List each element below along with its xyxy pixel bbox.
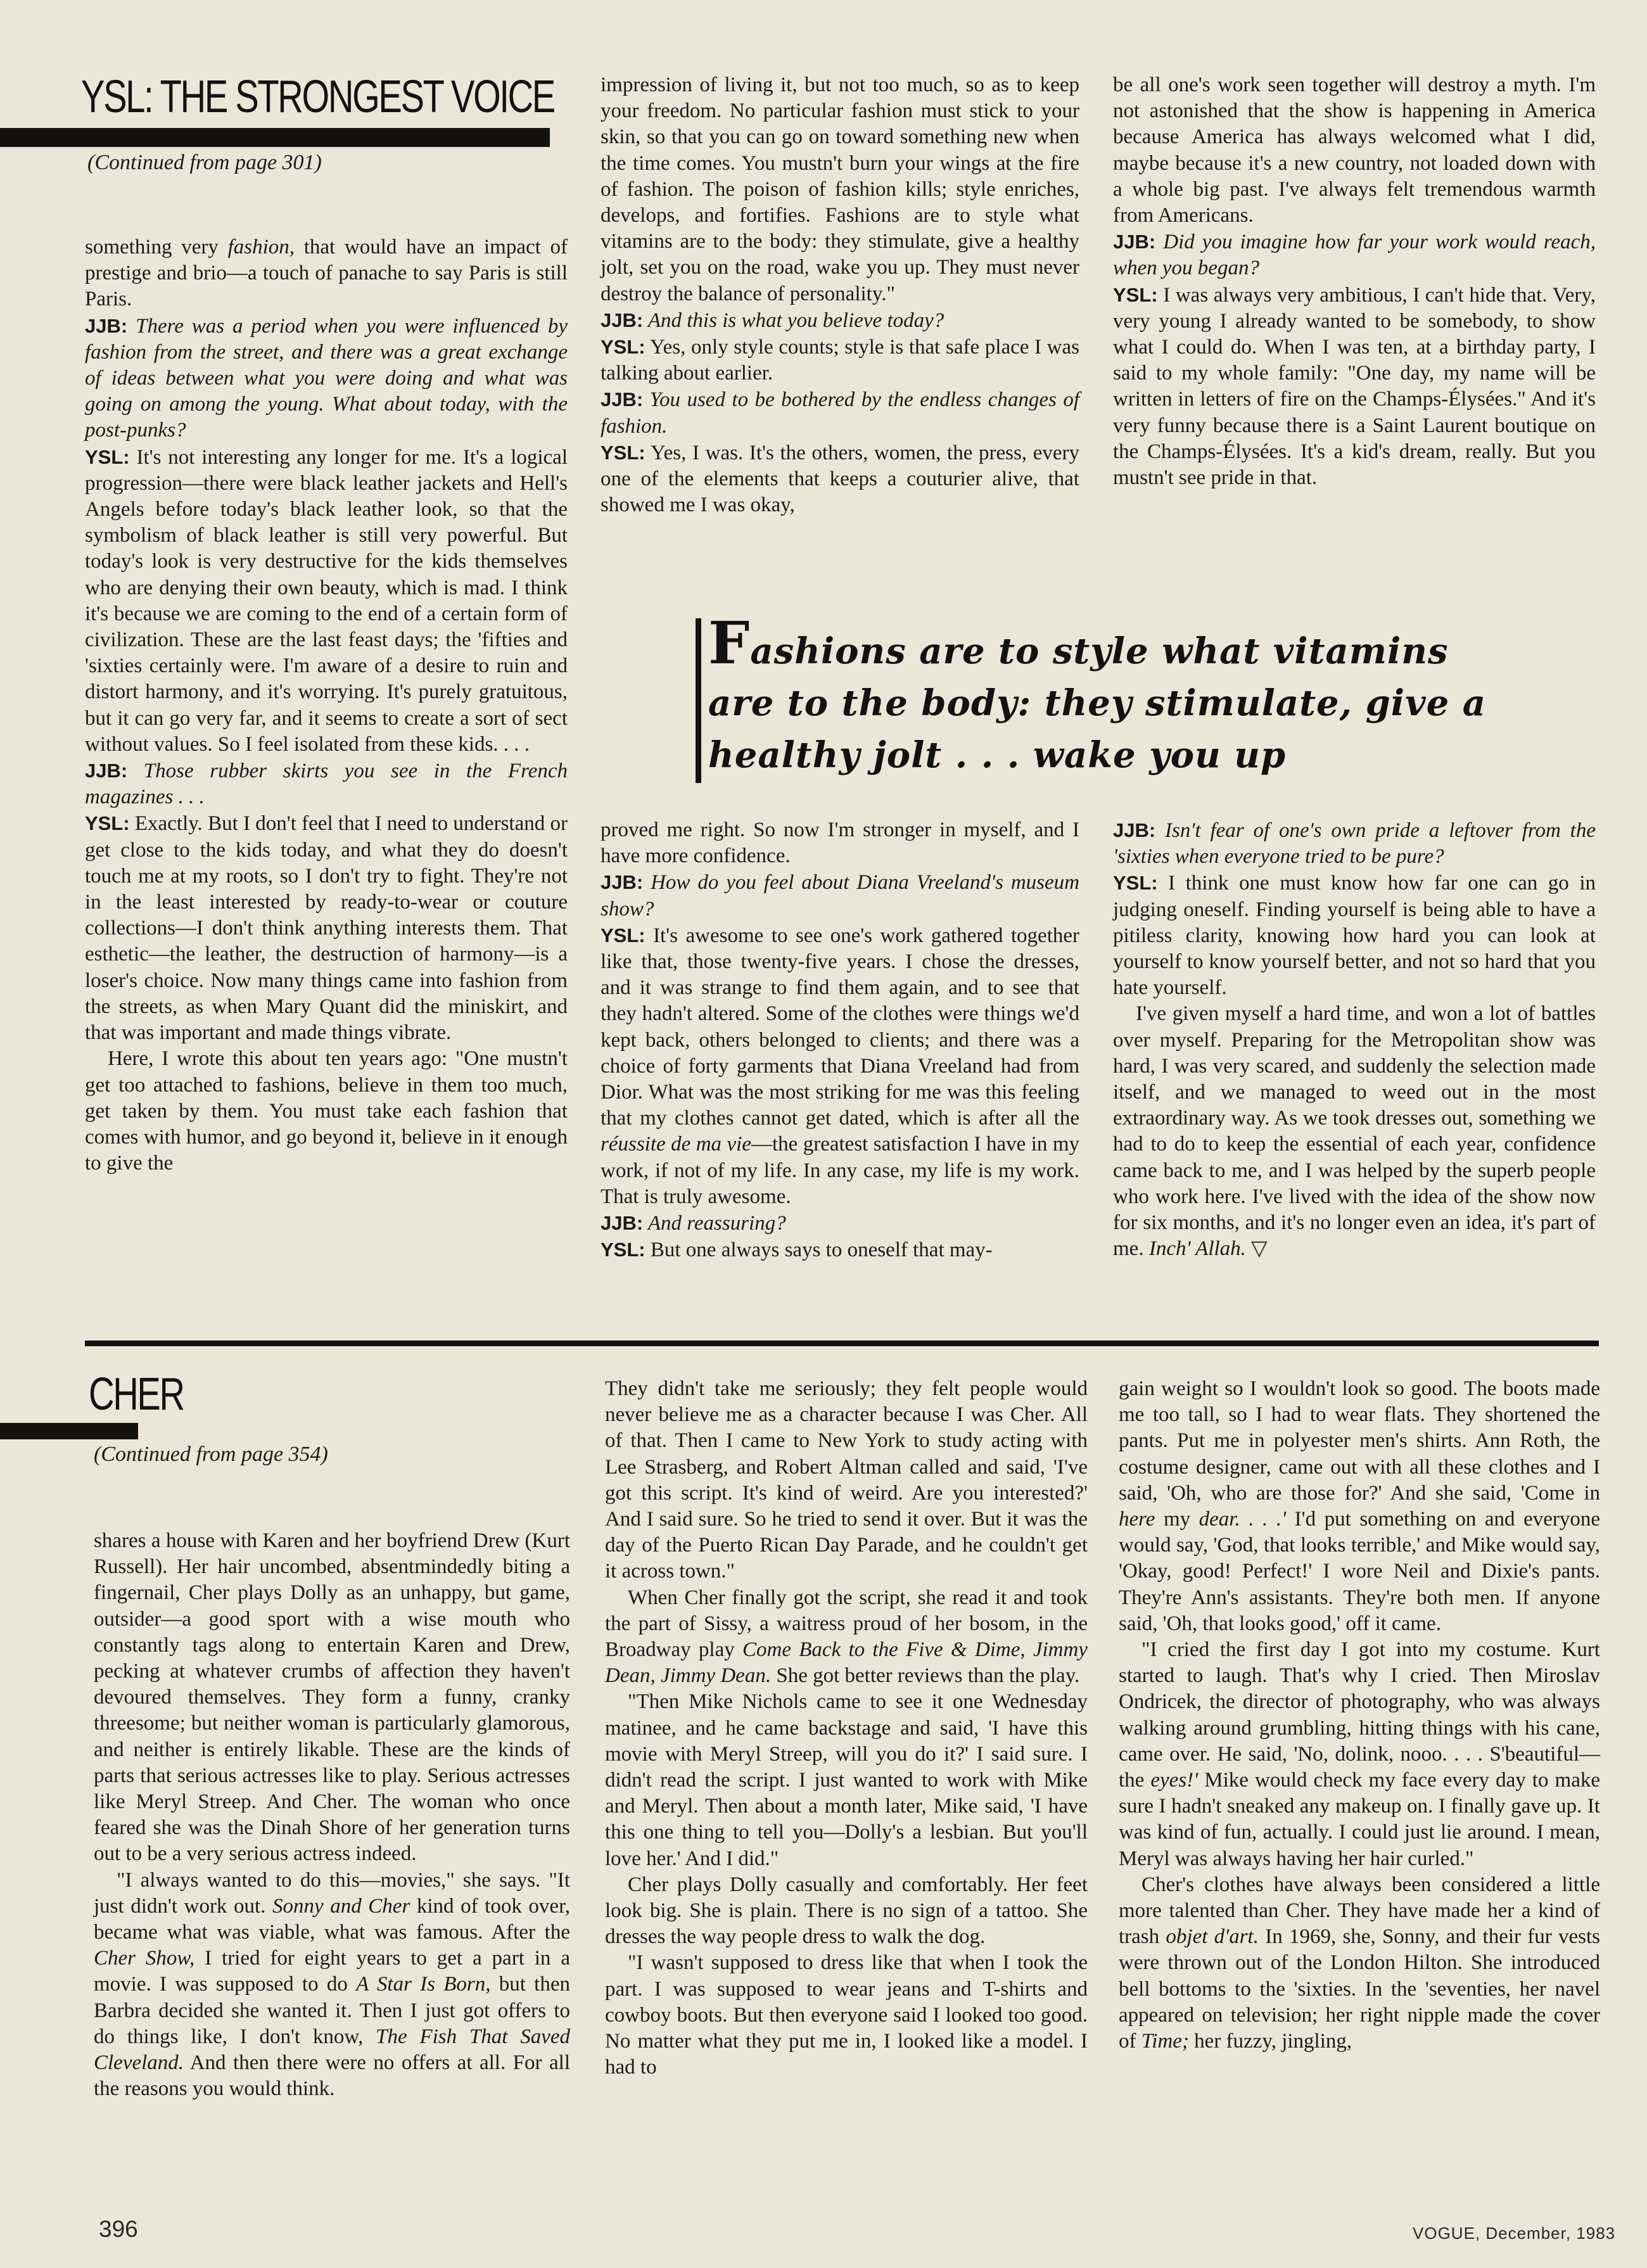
body-text: Yes, I was. It's the others, women, the press, every one of the elements that keeps a couturier alive, that showed me I was okay,: [601, 441, 1079, 517]
pullquote: [708, 609, 1525, 781]
pullquote-text: ashions are to style what vitamins are to the body: they stimulate, give a healthy jolt . . . wake you up: [708, 630, 1487, 776]
cher-headline: CHER: [89, 1369, 184, 1420]
interview-question: Isn't fear of one's own pride a leftover from the 'sixties when everyone tried to be pure?: [1113, 819, 1596, 869]
paragraph: [1113, 229, 1596, 281]
italic-text: The Fish That Saved Cleveland.: [94, 2025, 570, 2075]
body-text: Yes, only style counts; style is that safe place I was talking about earlier.: [601, 336, 1079, 385]
body-text: my: [1155, 1508, 1199, 1531]
paragraph: [601, 440, 1079, 519]
cher-headline-bar: [0, 1423, 138, 1439]
paragraph: [85, 758, 568, 810]
body-text: Mike would check my face every day to make sure I hadn't sneaked any makeup on. I finally gave up. It was kind of fun, actually. I could just lie around. I mean, Meryl was always having her hair curled.": [1119, 1769, 1600, 1870]
italic-text: réussite de ma vie: [601, 1133, 751, 1156]
paragraph: [605, 1376, 1088, 1585]
pullquote-initial: F: [708, 609, 751, 677]
ysl-headline: YSL: THE STRONGEST VOICE: [81, 72, 554, 122]
page-number: 396: [99, 2216, 138, 2242]
italic-text: Inch' Allah.: [1148, 1237, 1246, 1261]
interview-question: Did you imagine how far your work would reach, when you began?: [1113, 231, 1596, 280]
body-text: be all one's work seen together will destroy a myth. I'm not astonished that the show is happening in America because America has always welcomed what I did, maybe because it's a new country, not loaded down with a whole big past. I've always felt tremendous warmth from Americans.: [1113, 73, 1596, 227]
italic-text: here: [1119, 1508, 1155, 1531]
italic-text: Time;: [1141, 2030, 1189, 2053]
ysl-headline-bar: [0, 128, 550, 147]
speaker-label: YSL:: [85, 812, 130, 835]
body-text: that would have an impact of prestige and brio—a touch of panache to say Paris is still Paris.: [85, 236, 568, 311]
paragraph: [601, 72, 1079, 307]
speaker-label: YSL:: [601, 924, 645, 946]
ysl-column-2-bottom: [601, 817, 1079, 1263]
body-text: I've given myself a hard time, and won a lot of battles over myself. Preparing for the Metropolitan show was hard, I was very scared, and suddenly the selection made itself, and we managed to weed out in the most extraordinary way. As we took dresses out, something we had to do to keep the essential of each year, confidence came back to me, and I was helped by the superb people who work here. I've lived with the idea of the show now for six months, and it's no longer even an idea, it's part of me.: [1113, 1002, 1596, 1261]
speaker-label: YSL:: [601, 336, 645, 359]
body-text: I'd put something on and everyone would say, 'God, that looks terrible,' and Mike would say, 'Okay, good! Perfect!' I wore Neil and Dixie's pants. They're Ann's assistants. They're both men. If anyone said, 'Oh, that looks good,' off it came.: [1119, 1508, 1600, 1635]
paragraph: [85, 444, 568, 758]
interview-question: How do you feel about Diana Vreeland's museum show?: [601, 871, 1079, 921]
ysl-continued-note: (Continued from page 301): [87, 151, 322, 174]
body-text: I was always very ambitious, I can't hide that. Very, very young I already wanted to be somebody, to show what I could do. When I was ten, at a birthday party, I said to my whole family: "One day, my name will be written in letters of fire on the Champs-Élysées." And it's very funny because there is a Saint Laurent boutique on the Champs-Élysées. It's a kid's dream, really. But you mustn't see pride in that.: [1113, 283, 1596, 490]
paragraph: [94, 1868, 570, 2103]
italic-text: dear. . . .': [1199, 1508, 1287, 1531]
paragraph: [605, 1950, 1088, 2080]
paragraph: [601, 1210, 1079, 1237]
paragraph: [1119, 1637, 1600, 1872]
speaker-label: JJB:: [1113, 231, 1156, 253]
body-text: something very: [85, 236, 228, 258]
body-text: And then there were no offers at all. For all the reasons you would think.: [94, 2051, 570, 2101]
paragraph: [1119, 1872, 1600, 2055]
speaker-label: JJB:: [85, 760, 128, 782]
body-text: In 1969, she, Sonny, and their fur vests were thrown out of the London Hilton. She introduced bell bottoms to the 'sixties. In the 'seventies, her navel appeared on television; her right nipple made the cover of: [1119, 1925, 1600, 2053]
paragraph: [1113, 282, 1596, 492]
italic-text: Cher Show,: [94, 1947, 195, 1970]
body-text: impression of living it, but not too much, so as to keep your freedom. No particular fashion must stick to your skin, so that you can go on toward something new when the time comes. You mustn't burn your wings at the fire of fashion. The poison of fashion kills; style enriches, develops, and fortifies. Fashions are to style what vitamins are to the body: they stimulate, give a healthy jolt, set you on the road, wake you up. They must never destroy the balance of personality.": [601, 73, 1079, 305]
speaker-label: YSL:: [601, 1239, 645, 1261]
paragraph: [601, 307, 1079, 334]
paragraph: [1113, 817, 1596, 870]
body-text: "I always wanted to do this—movies," she says. "It just didn't work out.: [94, 1868, 570, 1918]
interview-question: Those rubber skirts you see in the French magazines . . .: [85, 760, 568, 809]
ysl-column-1: [85, 234, 568, 1176]
interview-question: You used to be bothered by the endless changes of fashion.: [601, 388, 1079, 438]
issue-credit: VOGUE, December, 1983: [1413, 2224, 1616, 2243]
speaker-label: YSL:: [1113, 872, 1158, 895]
cher-column-1: [94, 1528, 570, 2102]
paragraph: [1113, 1001, 1596, 1262]
paragraph: [605, 1872, 1088, 1951]
speaker-label: JJB:: [601, 1212, 644, 1235]
body-text: kind of took over, became what was viable, what was famous. After the: [94, 1894, 570, 1944]
italic-text: Come Back to the Five & Dime, Jimmy Dean, Jimmy Dean.: [605, 1638, 1088, 1688]
interview-question: And reassuring?: [643, 1212, 786, 1235]
italic-text: fashion,: [227, 236, 295, 258]
cher-continued-note: (Continued from page 354): [94, 1443, 328, 1466]
paragraph: [1113, 870, 1596, 1001]
paragraph: [85, 810, 568, 1046]
article-divider-rule: [85, 1341, 1599, 1346]
paragraph: [1113, 72, 1596, 229]
cher-column-2: [605, 1376, 1088, 2080]
body-text: Here, I wrote this about ten years ago: "One mustn't get too attached to fashions, believe in them too much, get taken by them. You must take each fashion that comes with humor, and go beyond it, believe in it enough to give the: [85, 1047, 568, 1175]
ysl-column-3-bottom: [1113, 817, 1596, 1262]
speaker-label: JJB:: [601, 309, 644, 331]
italic-text: objet d'art.: [1166, 1925, 1259, 1949]
paragraph: [601, 869, 1079, 922]
paragraph: [1119, 1376, 1600, 1637]
body-text: proved me right. So now I'm stronger in myself, and I have more confidence.: [601, 819, 1079, 868]
body-text: "I cried the first day I got into my costume. Kurt started to laugh. That's why I cried. Then Miroslav Ondricek, the director of photography, who was always walking around grumbling, hitting things with his cane, came over. He said, 'No, dolink, nooo. . . . S'beautiful—the: [1119, 1638, 1600, 1792]
italic-text: eyes!': [1150, 1769, 1199, 1792]
paragraph: [94, 1528, 570, 1868]
body-text: "I wasn't supposed to dress like that when I took the part. I was supposed to wear jeans and T-shirts and cowboy boots. But then everyone said I looked too good. No matter what they put me in, I looked like a model. I had to: [605, 1951, 1088, 2079]
paragraph: [601, 817, 1079, 869]
paragraph: [85, 234, 568, 313]
body-text: ▽: [1245, 1237, 1268, 1261]
body-text: —the greatest satisfaction I have in my work, if not of my life. In any case, my life is my work. That is truly awesome.: [601, 1133, 1079, 1208]
interview-question: There was a period when you were influenced by fashion from the street, and there was a great exchange of ideas between what you were doing and what was going on among the young. What about today, with the post-punks?: [85, 314, 568, 442]
paragraph: [601, 386, 1079, 439]
body-text: but then Barbra decided she wanted it. Then I just got offers to do things like, I don't know,: [94, 1973, 570, 2048]
body-text: They didn't take me seriously; they felt people would never believe me as a character because I was Cher. All of that. Then I came to New York to study acting with Lee Strasberg, and Robert Altman called and said, 'I've got this script. It's kind of weird. Are you interested?' And I said sure. So he tried to send it over. But it was the day of the Puerto Rican Day Parade, and he couldn't get it across town.": [605, 1377, 1088, 1583]
interview-question: And this is what you believe today?: [643, 309, 944, 332]
paragraph: [601, 334, 1079, 386]
body-text: I tried for eight years to get a part in a movie. I was supposed to do: [94, 1947, 570, 1996]
speaker-label: YSL:: [601, 441, 645, 464]
body-text: When Cher finally got the script, she read it and took the part of Sissy, a waitress proud of her bosom, in the Broadway play: [605, 1586, 1088, 1662]
paragraph: [605, 1689, 1088, 1871]
body-text: It's not interesting any longer for me. It's a logical progression—there were black leather jackets and Hell's Angels before today's black leather look, so that the symbolism of black leather is still very powerful. But today's look is very destructive for the kids themselves who are denying their own beauty, which is mad. I think it's because we are coming to the end of a certain form of civilization. These are the last feast days; the 'fifties and 'sixties certainly were. I'm aware of a desire to ruin and distort harmony, and it's worrying. It's purely gratuitous, but it can go very far, and it seems to create a sort of sect without values. So I feel isolated from these kids. . . .: [85, 445, 568, 756]
body-text: Exactly. But I don't feel that I need to understand or get close to the kids today, and what they do doesn't touch me at my roots, so I don't try to fight. They're not in the least interested by ready-to-wear or couture collections—I don't think anything interests them. That esthetic—the leather, the destruction of harmony—is a loser's choice. Now many things came into fashion from the streets, as when Mary Quant did the miniskirt, and that was important and made things vibrate.: [85, 812, 568, 1045]
speaker-label: JJB:: [85, 314, 128, 337]
body-text: gain weight so I wouldn't look so good. The boots made me too tall, so I had to wear flats. They shortened the pants. Put me in polyester men's shirts. Ann Roth, the costume designer, came out with all these clothes and I said, 'Oh, who are those for?' And she said, 'Come in: [1119, 1377, 1600, 1505]
pullquote-rule: [696, 618, 701, 783]
italic-text: A Star Is Born,: [356, 1973, 491, 1996]
italic-text: Sonny and Cher: [272, 1894, 410, 1918]
paragraph: [601, 1237, 1079, 1263]
body-text: "Then Mike Nichols came to see it one Wednesday matinee, and he came backstage and said, 'I have this movie with Meryl Streep, will you do it?' I said sure. I didn't read the script. I just wanted to work with Mike and Meryl. Then about a month later, Mike said, 'I have this one thing to tell you—Dolly's a lesbian. But you'll love her.' And I did.": [605, 1690, 1088, 1870]
speaker-label: YSL:: [1113, 283, 1158, 306]
speaker-label: JJB:: [601, 871, 644, 894]
body-text: She got better reviews than the play.: [771, 1664, 1080, 1688]
body-text: Cher plays Dolly casually and comfortably. Her feet look big. She is plain. There is no sign of a tattoo. She dresses the way people dress to walk the dog.: [605, 1873, 1088, 1949]
ysl-column-2-top: [601, 72, 1079, 518]
body-text: It's awesome to see one's work gathered together like that, those twenty-five years. I chose the dresses, and it was strange to find them again, and to see that they hadn't altered. Some of the clothes were things we'd kept back, others belonged to clients; and there was a choice of forty garments that Diana Vreeland had from Dior. What was the most striking for me was this feeling that my clothes cannot get dated, which is after all the: [601, 924, 1079, 1130]
body-text: her fuzzy, jingling,: [1188, 2030, 1352, 2053]
paragraph: [85, 1046, 568, 1176]
cher-column-3: [1119, 1376, 1600, 2055]
body-text: shares a house with Karen and her boyfriend Drew (Kurt Russell). Her hair uncombed, absentmindedly biting a fingernail, Cher plays Dolly as an unhappy, but game, outsider—a good sport with a wise mouth who constantly tags along to entertain Karen and Drew, pecking at whatever crumbs of affection they haven't devoured themselves. They form a funny, cranky threesome; but neither woman is particularly glamorous, and neither is entirely likable. These are the kinds of parts that serious actresses like to play. Serious actresses like Meryl Streep. And Cher. The woman who once feared she was the Dinah Shore of her generation turns out to be a very serious actress indeed.: [94, 1529, 570, 1866]
speaker-label: JJB:: [601, 388, 644, 411]
speaker-label: YSL:: [85, 445, 130, 468]
paragraph: [601, 922, 1079, 1210]
paragraph: [605, 1585, 1088, 1690]
speaker-label: JJB:: [1113, 819, 1156, 841]
paragraph: [85, 313, 568, 444]
ysl-column-3-top: [1113, 72, 1596, 491]
body-text: But one always says to oneself that may-: [645, 1239, 993, 1262]
body-text: I think one must know how far one can go in judging oneself. Finding yourself is being able to have a pitiless clarity, knowing how hard you can look at yourself to know yourself better, and not so hard that you hate yourself.: [1113, 872, 1596, 1000]
body-text: Cher's clothes have always been considered a little more talented than Cher. They have made her a kind of trash: [1119, 1873, 1600, 1949]
